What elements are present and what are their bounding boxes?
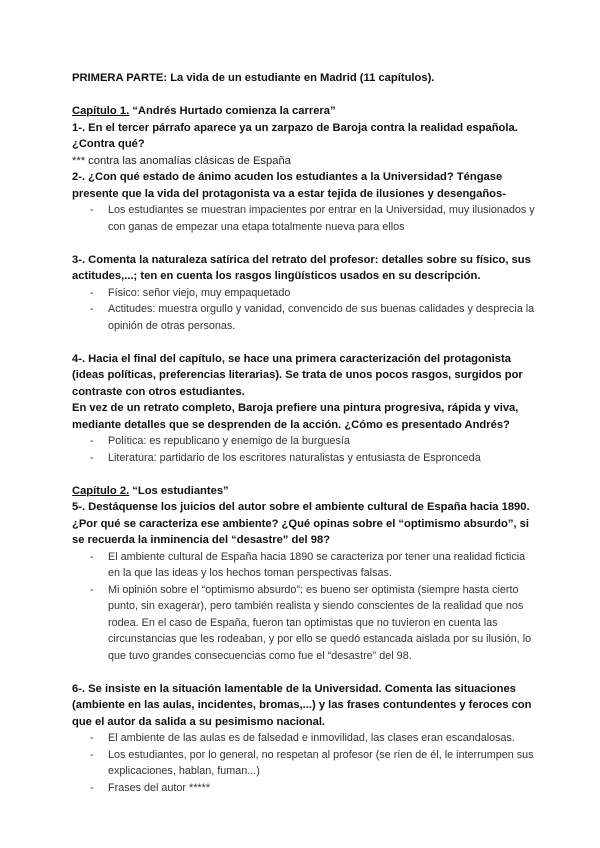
part-title: PRIMERA PARTE: La vida de un estudiante en Madrid (11 capítulos). [72, 72, 435, 84]
chapter-1-label: Capítulo 1. [72, 105, 130, 117]
list-item: - Frases del autor ***** [90, 780, 540, 797]
answer-2-list [72, 202, 540, 235]
list-item: - Los estudiantes, por lo general, no respetan al profesor (se ríen de él, le interrumpen sus explicaciones, hablan, fuman...) [90, 747, 540, 780]
question-4-continued: En vez de un retrato completo, Baroja prefiere una pintura progresiva, rápida y viva, mediante detalles que se desprenden de la acción. ¿Cómo es presentado Andrés? [72, 402, 519, 431]
spacer [72, 87, 540, 104]
answer-4-list [72, 433, 540, 466]
spacer [72, 664, 540, 681]
list-item: - Política: es republicano y enemigo de la burguesía [90, 433, 540, 450]
answer-5-list [72, 549, 540, 665]
chapter-2-name: “Los estudiantes” [129, 484, 229, 497]
list-item: - Literatura: partidario de los escritores naturalistas y entusiasta de Espronceda [90, 450, 540, 467]
chapter-1-name: “Andrés Hurtado comienza la carrera” [129, 105, 336, 117]
answer-3-list [72, 285, 540, 335]
spacer [72, 466, 540, 483]
list-item: - El ambiente cultural de España hacia 1890 se caracteriza por tener una realidad ficticia en la que las ideas y los hechos toman perspectivas falsas. [90, 549, 540, 582]
list-item: - Mi opinión sobre el “optimismo absurdo”: es bueno ser optimista (siempre hasta cierto punto, sin exagerar), pero también realista y siendo conscientes de la realidad que nos rodea. En el caso de España, fueron tan optimistas que no tuvieron en cuenta las circunstancias que les rodeaban, y por ello se quedó estancada aislada por su ilusión, lo que tuvo grandes consecuencias como fue el “desastre” del 98. [90, 582, 540, 665]
question-3: 3-. Comenta la naturaleza satírica del retrato del profesor: detalles sobre su físico, sus actitudes,...; ten en cuenta los rasgos lingüísticos usados en su descripción. [72, 253, 531, 282]
spacer [72, 334, 540, 351]
list-item: - Físico: señor viejo, muy empaquetado [90, 285, 540, 302]
chapter-1-heading [72, 103, 540, 120]
chapter-2-label: Capítulo 2. [72, 484, 130, 497]
spacer [72, 235, 540, 252]
question-6: 6-. Se insiste en la situación lamentable de la Universidad. Comenta las situaciones (ambiente en las aulas, incidentes, bromas,...) y las frases contundentes y feroces con que el autor da salida a su pesimismo nacional. [72, 682, 532, 728]
list-item: - Actitudes: muestra orgullo y vanidad, convencido de sus buenas calidades y desprecia la opinión de otras personas. [90, 301, 540, 334]
question-4: 4-. Hacia el final del capítulo, se hace una primera caracterización del protagonista (ideas políticas, preferencias literarias). Se trata de unos pocos rasgos, surgidos por contraste con otros estudiantes. [72, 352, 523, 398]
list-item: - El ambiente de las aulas es de falsedad e inmovilidad, las clases eran escandalosas. [90, 730, 540, 747]
list-item: - Los estudiantes se muestran impacientes por entrar en la Universidad, muy ilusionados y con ganas de empezar una etapa totalmente nueva para ellos [90, 202, 540, 235]
chapter-2-heading [72, 483, 540, 500]
question-1: 1-. En el tercer párrafo aparece ya un zarpazo de Baroja contra la realidad española. ¿Contra qué? [72, 121, 518, 150]
question-2: 2-. ¿Con qué estado de ánimo acuden los estudiantes a la Universidad? Téngase presente que la vida del protagonista va a estar tejida de ilusiones y desengaños- [72, 171, 506, 200]
answer-6-list [72, 730, 540, 796]
answer-1: *** contra las anomalías clásicas de España [72, 154, 291, 167]
question-5: 5-. Destáquense los juicios del autor sobre el ambiente cultural de España hacia 1890. ¿Por qué se caracteriza ese ambiente? ¿Qué opinas sobre el “optimismo absurdo”, si se recuerda la inminencia del “desastre” del 98? [72, 501, 530, 546]
